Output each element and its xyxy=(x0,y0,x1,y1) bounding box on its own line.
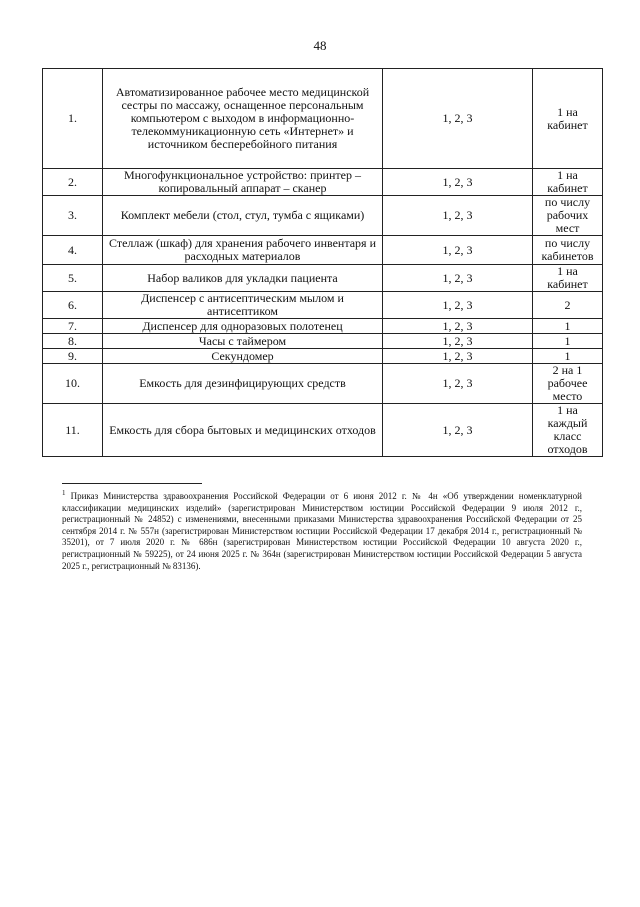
row-number: 4. xyxy=(43,236,103,265)
item-name: Часы с таймером xyxy=(103,334,383,349)
item-quantity: 1 на кабинет xyxy=(533,69,603,169)
item-quantity: по числу рабочих мест xyxy=(533,196,603,236)
item-code: 1, 2, 3 xyxy=(383,196,533,236)
item-name: Диспенсер с антисептическим мылом и антисептиком xyxy=(103,292,383,319)
table-row xyxy=(43,404,603,457)
item-quantity: 1 на кабинет xyxy=(533,169,603,196)
row-number: 9. xyxy=(43,349,103,364)
table-row xyxy=(43,69,603,169)
row-number: 1. xyxy=(43,69,103,169)
footnote-text: Приказ Министерства здравоохранения Российской Федерации от 6 июня 2012 г. № 4н «Об утверждении номенклатурной классификации медицинских изделий» (зарегистрирован Министерством юстиции Российской Федерации 9 июля 2012 г., регистрационный № 24852) с изменениями, внесенными приказами Министерства здравоохранения Российской Федерации от 25 сентября 2014 г. № 557н (зарегистрирован Министерством юстиции Российской Федерации 17 декабря 2014 г., регистрационный № 35201), от 7 июля 2020 г. № 686н (зарегистрирован Министерством юстиции Российской Федерации 10 августа 2020 г., регистрационный № 59225), от 24 июня 2025 г. № 364н (зарегистрирован Министерством юстиции Российской Федерации 5 августа 2025 г., регистрационный № 83136). xyxy=(62,491,582,571)
row-number: 7. xyxy=(43,319,103,334)
item-name: Автоматизированное рабочее место медицинской сестры по массажу, оснащенное персональным компьютером с выходом в информационно-телекоммуникационную сеть «Интернет» и источником бесперебойного питания xyxy=(103,69,383,169)
footnote-marker: 1 xyxy=(62,489,66,497)
item-quantity: 2 xyxy=(533,292,603,319)
footnote-divider xyxy=(62,483,202,484)
table-row xyxy=(43,334,603,349)
item-quantity: 1 на кабинет xyxy=(533,265,603,292)
item-name: Емкость для дезинфицирующих средств xyxy=(103,364,383,404)
row-number: 10. xyxy=(43,364,103,404)
item-quantity: 1 xyxy=(533,334,603,349)
item-name: Диспенсер для одноразовых полотенец xyxy=(103,319,383,334)
table-body xyxy=(43,69,603,457)
row-number: 3. xyxy=(43,196,103,236)
table-row xyxy=(43,364,603,404)
item-quantity: 1 xyxy=(533,319,603,334)
item-quantity: 1 xyxy=(533,349,603,364)
item-name: Секундомер xyxy=(103,349,383,364)
item-code: 1, 2, 3 xyxy=(383,169,533,196)
item-quantity: 1 на каждый класс отходов xyxy=(533,404,603,457)
item-quantity: по числу кабинетов xyxy=(533,236,603,265)
table-row xyxy=(43,319,603,334)
row-number: 5. xyxy=(43,265,103,292)
item-code: 1, 2, 3 xyxy=(383,334,533,349)
equipment-table xyxy=(42,68,603,457)
table-row xyxy=(43,292,603,319)
item-code: 1, 2, 3 xyxy=(383,404,533,457)
table-row xyxy=(43,265,603,292)
page-number: 48 xyxy=(313,38,327,53)
item-code: 1, 2, 3 xyxy=(383,236,533,265)
table-row xyxy=(43,169,603,196)
table-row xyxy=(43,196,603,236)
item-name: Многофункциональное устройство: принтер – копировальный аппарат – сканер xyxy=(103,169,383,196)
item-quantity: 2 на 1 рабочее место xyxy=(533,364,603,404)
item-code: 1, 2, 3 xyxy=(383,292,533,319)
item-code: 1, 2, 3 xyxy=(383,349,533,364)
row-number: 8. xyxy=(43,334,103,349)
item-code: 1, 2, 3 xyxy=(383,265,533,292)
footnote xyxy=(62,488,582,572)
table-row xyxy=(43,236,603,265)
item-name: Стеллаж (шкаф) для хранения рабочего инвентаря и расходных материалов xyxy=(103,236,383,265)
row-number: 2. xyxy=(43,169,103,196)
table-row xyxy=(43,349,603,364)
item-code: 1, 2, 3 xyxy=(383,364,533,404)
item-name: Набор валиков для укладки пациента xyxy=(103,265,383,292)
item-name: Емкость для сбора бытовых и медицинских отходов xyxy=(103,404,383,457)
item-code: 1, 2, 3 xyxy=(383,69,533,169)
row-number: 11. xyxy=(43,404,103,457)
row-number: 6. xyxy=(43,292,103,319)
item-code: 1, 2, 3 xyxy=(383,319,533,334)
item-name: Комплект мебели (стол, стул, тумба с ящиками) xyxy=(103,196,383,236)
